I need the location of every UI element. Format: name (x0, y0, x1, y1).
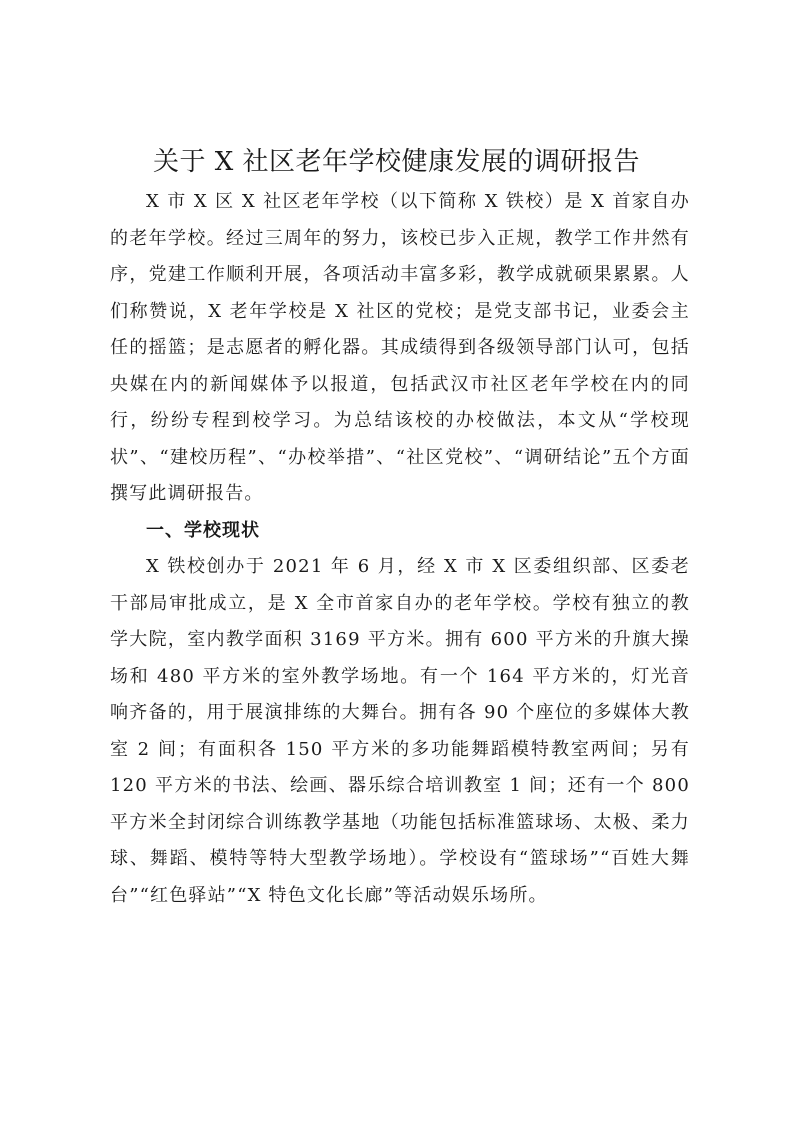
document-title: 关于 X 社区老年学校健康发展的调研报告 (152, 147, 641, 177)
document-body (110, 184, 690, 914)
section-paragraph-school-status: X 铁校创办于 2021 年 6 月，经 X 市 X 区委组织部、区委老干部局审批成立，是 X 全市首家自办的老年学校。学校有独立的教学大院，室内教学面积 3169 平方米。拥有 600 平方米的升旗大操场和 480 平方米的室外教学场地。有一个 164 平方米的，灯光音响齐备的，用于展演排练的大舞台。拥有各 90 个座位的多媒体大教室 2 间；有面积各 150 平方米的多功能舞蹈模特教室两间；另有 120 平方米的书法、绘画、器乐综合培训教室 1 间；还有一个 800 平方米全封闭综合训练教学基地（功能包括标准篮球场、太极、柔力球、舞蹈、模特等特大型教学场地）。学校设有“篮球场”“百姓大舞台”“红色驿站”“X 特色文化长廊”等活动娱乐场所。 (110, 556, 690, 906)
intro-paragraph: X 市 X 区 X 社区老年学校（以下简称 X 铁校）是 X 首家自办的老年学校。经过三周年的努力，该校已步入正规，教学工作井然有序，党建工作顺利开展，各项活动丰富多彩，教学成就硕果累累。人们称赞说，X 老年学校是 X 社区的党校；是党支部书记，业委会主任的摇篮；是志愿者的孵化器。其成绩得到各级领导部门认可，包括央媒在内的新闻媒体予以报道，包括武汉市社区老年学校在内的同行，纷纷专程到校学习。为总结该校的办校做法，本文从“学校现状”、“建校历程”、“办校举措”、“社区党校”、“调研结论”五个方面撰写此调研报告。 (110, 191, 690, 504)
section-heading-school-status: 一、学校现状 (146, 519, 260, 541)
